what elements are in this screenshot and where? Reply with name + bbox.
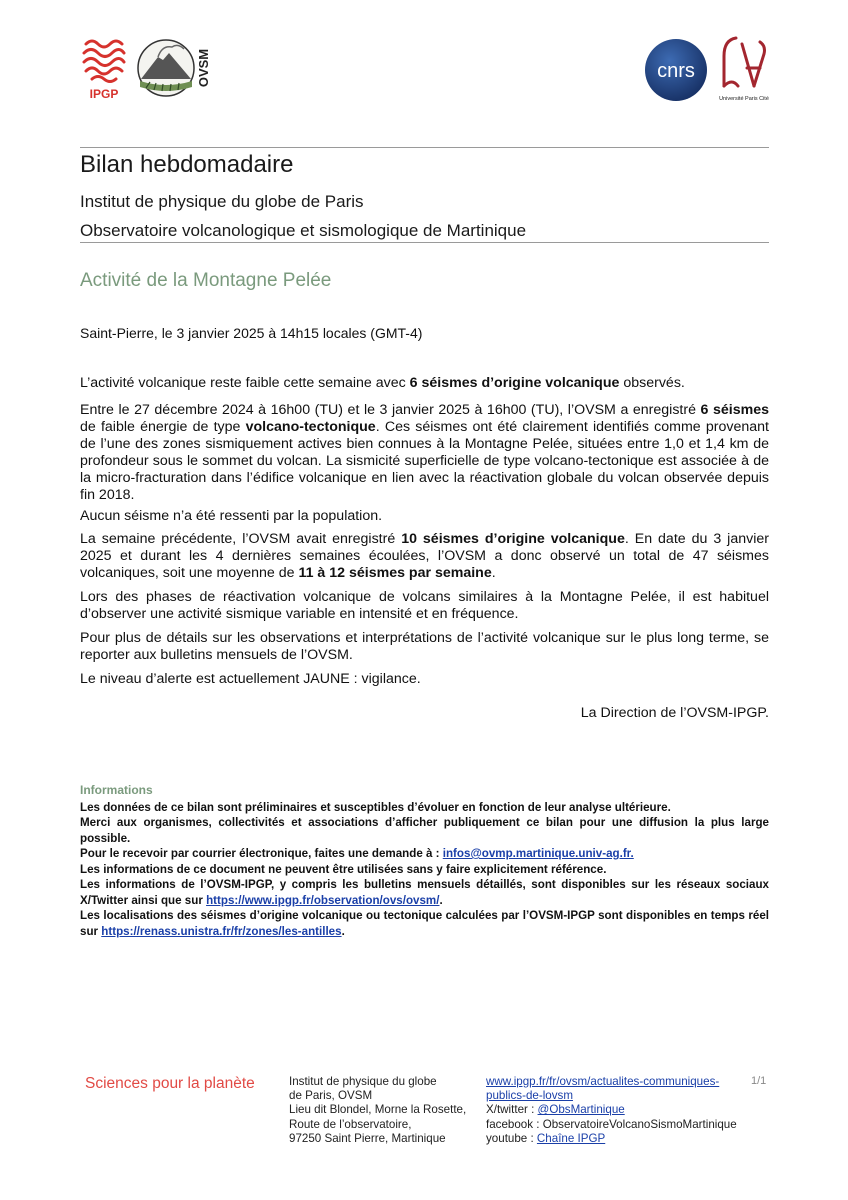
info-line-localisations: Les localisations des séismes d’origine volcanique ou tectonique calculées par l’OVSM-IPGP sont disponibles en temps réel sur https://renass.unistra.fr/fr/zones/les-antilles. (80, 909, 769, 938)
document-title: Bilan hebdomadaire (80, 151, 294, 178)
informations-title: Informations (80, 783, 153, 797)
info-line-reference: Les informations de ce document ne peuvent être utilisées sans y faire explicitement référence. (80, 862, 607, 876)
paragraph-felt: Aucun séisme n’a été ressenti par la population. (80, 508, 383, 524)
info-line-email: Pour le recevoir par courrier électronique, faites une demande à : infos@ovmp.martinique.univ-ag.fr. (80, 847, 634, 860)
cnrs-logo-text: cnrs (657, 60, 695, 82)
cnrs-logo (644, 38, 708, 102)
ovsm-logo-text: OVSM (196, 48, 211, 88)
twitter-link[interactable]: @ObsMartinique (537, 1103, 625, 1117)
paragraph-more-details: Pour plus de détails sur les observations et interprétations de l’activité volcanique sur le plus long terme, se reporter aux bulletins mensuels de l’OVSM. (80, 630, 769, 663)
ipgp-logo-text: IPGP (89, 87, 119, 101)
facebook-line: facebook : ObservatoireVolcanoSismoMartinique (486, 1117, 737, 1131)
observatory-name: Observatoire volcanologique et sismologique de Martinique (80, 221, 527, 240)
informations-block (80, 783, 769, 939)
paragraph-previous-week: La semaine précédente, l’OVSM avait enregistré 10 séismes d’origine volcanique. En date du 3 janvier 2025 et durant les 4 dernières semaines écoulées, l’OVSM a donc observé un total de 47 séismes volcaniques, soit une moyenne de 11 à 12 séismes par semaine. (80, 531, 769, 581)
footer-address: Institut de physique du globe de Paris, OVSM Lieu dit Blondel, Morne la Rosette, Route de l’observatoire, 97250 Saint Pierre, Martinique (289, 1075, 467, 1145)
paragraph-alert-level: Le niveau d’alerte est actuellement JAUNE : vigilance. (80, 671, 421, 687)
email-link[interactable]: infos@ovmp.martinique.univ-ag.fr. (442, 847, 634, 860)
youtube-line: youtube : Chaîne IPGP (486, 1131, 606, 1145)
ipgp-seismograph-icon (78, 36, 130, 102)
footer-links (486, 1075, 737, 1146)
page-number: 1/1 (751, 1075, 767, 1087)
info-line-display: Merci aux organismes, collectivités et associations d’afficher publiquement ce bilan pour une diffusion la plus large possible. (80, 816, 769, 845)
info-line-social: Les informations de l’OVSM-IPGP, y compris les bulletins mensuels détaillés, sont disponibles sur les réseaux sociaux X/Twitter ainsi que sur https://www.ipgp.fr/observation/ovs/ovsm/. (80, 878, 769, 907)
ovsm-website-link[interactable]: https://www.ipgp.fr/observation/ovs/ovsm/ (206, 893, 440, 907)
website-link-line2[interactable]: publics-de-lovsm (486, 1089, 573, 1103)
paragraph-seismic-details: Entre le 27 décembre 2024 à 16h00 (TU) et le 3 janvier 2025 à 16h00 (TU), l’OVSM a enregistré 6 séismes de faible énergie de type volcano-tectonique. Ces séismes ont été clairement identifiés comme provenant de l’une des zones sismiquement actives bien connues à la Montagne Pelée, situées entre 1,0 et 1,4 km de profondeur sous le sommet du volcan. La sismicité superficielle de type volcano-tectonique est associée à de la micro-fracturation dans l’édifice volcanique en lien avec la réactivation globale du volcan observée depuis fin 2018. (80, 402, 770, 503)
website-link-line1[interactable]: www.ipgp.fr/fr/ovsm/actualites-communiques- (486, 1075, 720, 1088)
dateline: Saint-Pierre, le 3 janvier 2025 à 14h15 locales (GMT-4) (80, 325, 423, 341)
institute-name: Institut de physique du globe de Paris (80, 192, 364, 211)
youtube-link[interactable]: Chaîne IPGP (536, 1131, 606, 1145)
paragraph-activity-summary: L’activité volcanique reste faible cette semaine avec 6 séismes d’origine volcanique observés. (80, 375, 685, 391)
footer-slogan: Sciences pour la planète (85, 1075, 255, 1092)
ovsm-volcano-icon (136, 35, 216, 101)
header-divider (80, 147, 769, 148)
upc-logo-text: Université Paris Cité (719, 96, 769, 102)
cnrs-circle-icon (644, 38, 708, 102)
renass-link[interactable]: https://renass.unistra.fr/fr/zones/les-antilles (101, 924, 342, 938)
paragraph-reactivation: Lors des phases de réactivation volcanique de volcans similaires à la Montagne Pelée, il est habituel d’observer une activité sismique variable en intensité et en fréquence. (80, 589, 769, 622)
signature: La Direction de l’OVSM-IPGP. (580, 705, 769, 721)
info-line-preliminary: Les données de ce bilan sont préliminaires et susceptibles d’évoluer en fonction de leur analyse ultérieure. (80, 800, 671, 814)
upc-arch-icon (714, 34, 774, 106)
ovsm-logo (136, 35, 216, 101)
universite-paris-cite-logo (714, 34, 774, 106)
twitter-line: X/twitter : @ObsMartinique (486, 1103, 625, 1117)
title-divider (80, 242, 769, 243)
ipgp-logo (78, 36, 130, 102)
section-title: Activité de la Montagne Pelée (80, 270, 332, 291)
